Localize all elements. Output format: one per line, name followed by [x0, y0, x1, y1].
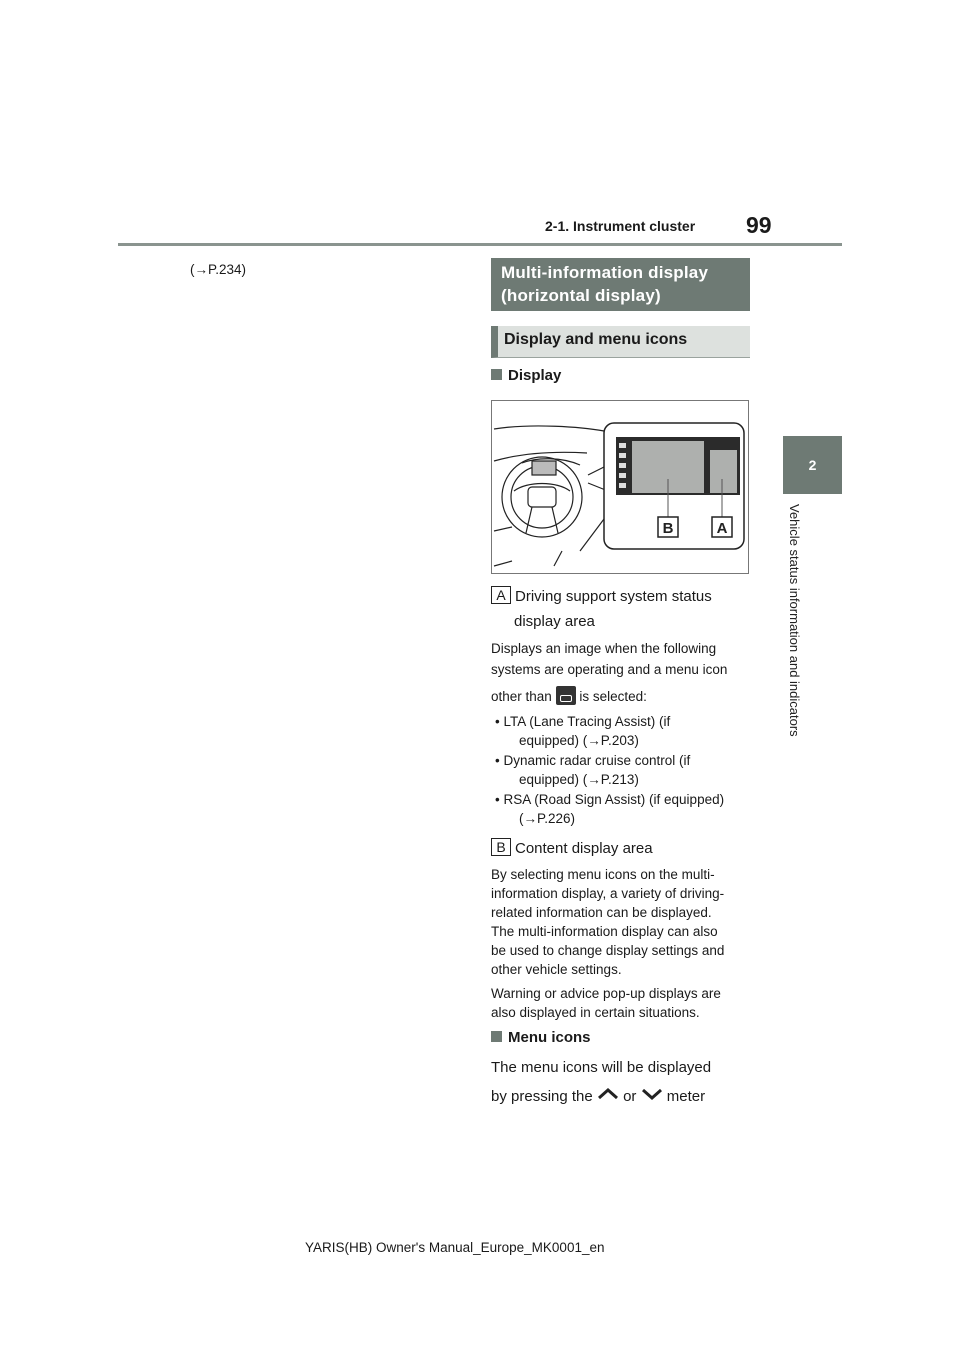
item-b-label: B	[491, 838, 511, 856]
menu-text-part2: or	[623, 1088, 637, 1105]
list-item-line1: • Dynamic radar cruise control (if	[495, 753, 691, 768]
item-b-title	[491, 838, 653, 857]
cockpit-illustration	[492, 401, 748, 573]
section-heading-line1: Multi-information display	[501, 263, 709, 282]
paragraph-line: also displayed in certain situations.	[491, 1005, 700, 1020]
square-bullet-icon	[491, 369, 502, 380]
item-a-desc-line1: Displays an image when the following	[491, 641, 717, 656]
chapter-label-wrap	[788, 504, 808, 774]
menu-text-line2	[491, 1088, 705, 1105]
subsection-heading: Display and menu icons	[491, 326, 750, 358]
menu-text-part1: by pressing the	[491, 1088, 593, 1105]
paragraph-line: related information can be displayed.	[491, 905, 712, 920]
paragraph-line: By selecting menu icons on the multi-	[491, 867, 715, 882]
list-item-line2: equipped) (→P.213)	[519, 772, 639, 787]
display-figure	[491, 400, 749, 574]
paragraph-line: Warning or advice pop-up displays are	[491, 986, 721, 1001]
display-heading	[491, 367, 561, 384]
footer-text: YARIS(HB) Owner's Manual_Europe_MK0001_en	[305, 1240, 605, 1255]
menu-text-part3: meter	[666, 1088, 706, 1105]
item-a-label: A	[491, 586, 511, 604]
menu-text-line1: The menu icons will be displayed	[491, 1059, 712, 1076]
item-b-paragraph-2	[491, 984, 721, 1022]
item-b-title-text: Content display area	[515, 840, 653, 857]
page-reference: (→P.234)	[190, 262, 247, 277]
menu-icons-heading	[491, 1029, 591, 1046]
list-item-line1: • LTA (Lane Tracing Assist) (if	[495, 714, 671, 729]
list-item-line1: • RSA (Road Sign Assist) (if equipped)	[495, 792, 725, 807]
section-heading	[491, 258, 750, 311]
list-item-line2: (→P.226)	[519, 811, 576, 826]
item-a-title	[491, 586, 712, 607]
chapter-tab	[783, 436, 842, 494]
paragraph-line: be used to change display settings and	[491, 943, 725, 958]
page-number: 99	[746, 212, 772, 238]
paragraph-line: other vehicle settings.	[491, 962, 622, 977]
menu-icons-heading-text: Menu icons	[508, 1029, 591, 1046]
item-a-title-line2: display area	[514, 613, 595, 630]
figure-label-b: B	[662, 520, 674, 537]
figure-label-a: A	[716, 520, 728, 537]
item-a-desc-line2: systems are operating and a menu icon	[491, 662, 728, 677]
section-heading-line2: (horizontal display)	[501, 286, 661, 305]
header-rule	[118, 243, 842, 246]
square-bullet-icon	[491, 1031, 502, 1042]
paragraph-line: information display, a variety of driving-	[491, 886, 725, 901]
item-a-title-line1: Driving support system status	[515, 588, 712, 605]
chevron-down-icon	[641, 1088, 663, 1100]
chapter-number: 2	[808, 457, 817, 473]
chapter-label: Vehicle status information and indicators	[787, 504, 802, 737]
list-item-line2: equipped) (→P.203)	[519, 733, 639, 748]
paragraph-line: The multi-information display can also	[491, 924, 718, 939]
desc-line3-part2: is selected:	[579, 689, 647, 704]
item-b-paragraph-1	[491, 865, 724, 979]
item-a-desc-line3	[491, 686, 647, 706]
desc-line3-part1: other than	[491, 689, 552, 704]
chevron-up-icon	[597, 1088, 619, 1100]
list-item	[493, 712, 670, 750]
list-item	[493, 751, 690, 789]
driving-support-menu-icon	[556, 686, 576, 705]
section-title: 2-1. Instrument cluster	[545, 218, 696, 234]
display-heading-text: Display	[508, 367, 562, 384]
list-item	[493, 790, 724, 828]
